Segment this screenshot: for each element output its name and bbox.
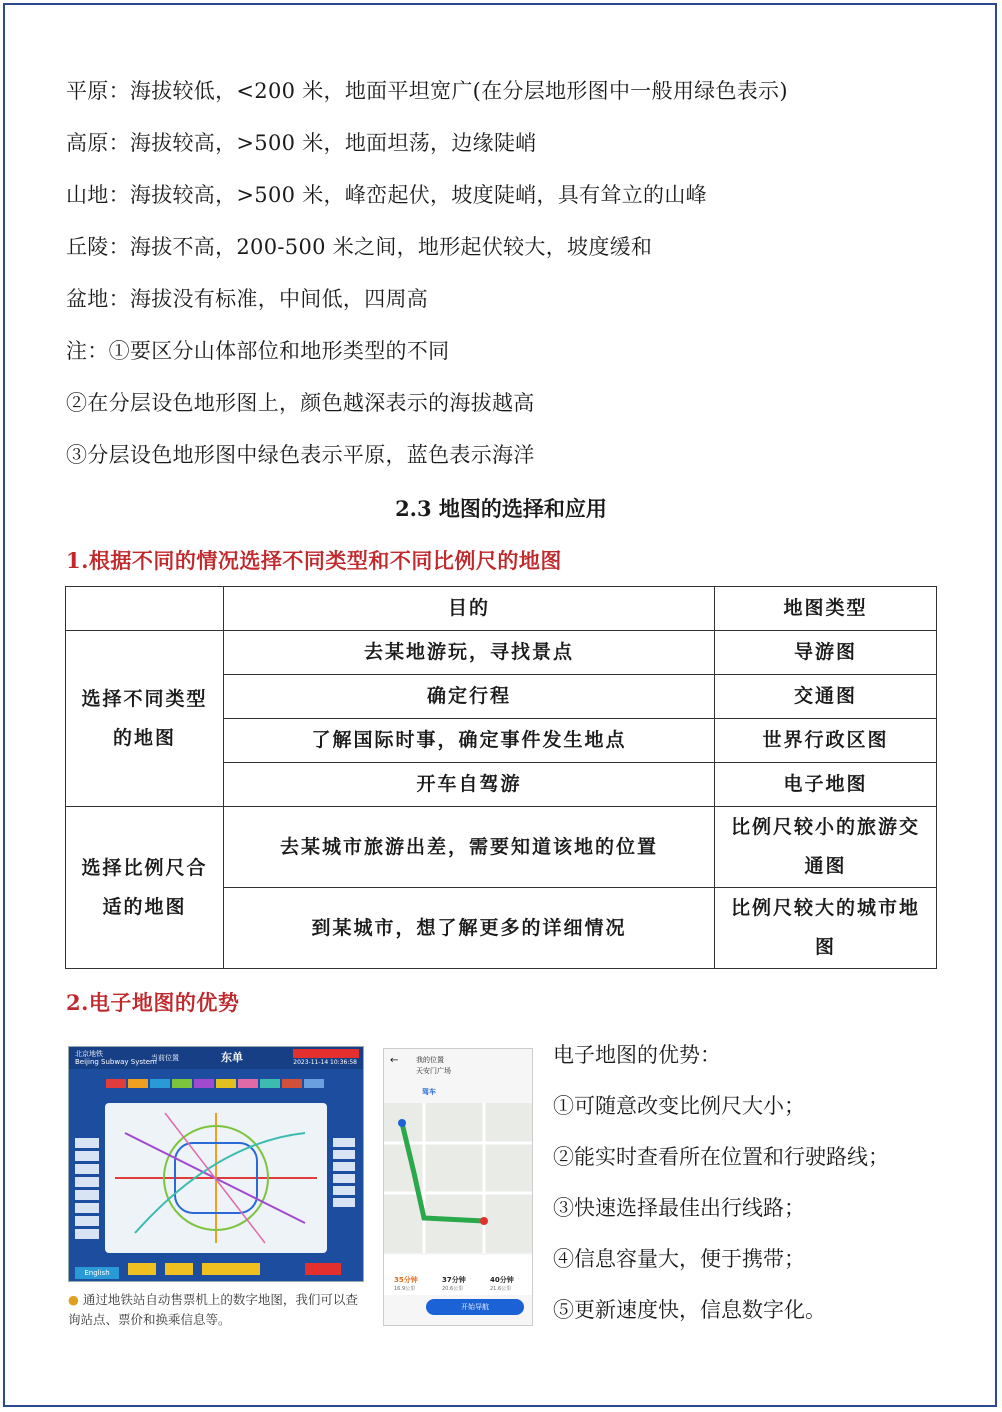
route-option-distance: 20.6公里 xyxy=(442,1286,464,1292)
note-3: ③分层设色地形图中绿色表示平原，蓝色表示海洋 xyxy=(66,443,535,467)
route-option-distance: 16.9公里 xyxy=(394,1286,416,1292)
table-cell-purpose: 去某地游玩，寻找景点 xyxy=(224,631,715,675)
route-map-graphic xyxy=(384,1103,533,1253)
subheading-map-choice: 1.根据不同的情况选择不同类型和不同比例尺的地图 xyxy=(66,548,562,573)
header-map-type: 地图类型 xyxy=(715,587,937,631)
advantage-item: ④信息容量大，便于携带； xyxy=(553,1247,805,1271)
table-cell-purpose: 确定行程 xyxy=(224,675,715,719)
info-bulb-icon: ● xyxy=(68,1292,79,1307)
route-option-time[interactable]: 35分钟 xyxy=(394,1276,418,1284)
section-title: 2.3 地图的选择和应用 xyxy=(395,496,607,521)
note-2: ②在分层设色地形图上，颜色越深表示的海拔越高 xyxy=(66,391,535,415)
advantage-item: ③快速选择最佳出行线路； xyxy=(553,1196,805,1220)
header-purpose: 目的 xyxy=(224,587,715,631)
terrain-mountain: 山地：海拔较高，>500 米，峰峦起伏，坡度陡峭，具有耸立的山峰 xyxy=(66,183,707,207)
route-option-distance: 21.6公里 xyxy=(490,1286,512,1292)
table-cell-type: 导游图 xyxy=(715,631,937,675)
terrain-basin: 盆地：海拔没有标准，中间低，四周高 xyxy=(66,287,429,311)
destination-text: 天安门广场 xyxy=(416,1067,451,1075)
terrain-hills: 丘陵：海拔不高，200-500 米之间，地形起伏较大，坡度缓和 xyxy=(66,235,653,259)
subheading-digital-map: 2.电子地图的优势 xyxy=(66,990,240,1015)
advantage-item: ⑤更新速度快，信息数字化。 xyxy=(553,1298,826,1322)
table-cell-type: 比例尺较大的城市地图 xyxy=(715,888,937,969)
subway-ticket-machine-photo xyxy=(68,1046,364,1282)
table-cell-type: 比例尺较小的旅游交通图 xyxy=(715,807,937,888)
start-navigation-button[interactable]: 开始导航 xyxy=(426,1299,524,1315)
origin-text: 我的位置 xyxy=(416,1056,444,1064)
back-arrow-icon[interactable]: ← xyxy=(390,1055,399,1066)
advantage-item: ②能实时查看所在位置和行驶路线； xyxy=(553,1145,889,1169)
table-corner xyxy=(66,587,224,631)
note-1: 注：①要区分山体部位和地形类型的不同 xyxy=(66,339,450,363)
table-cell-type: 世界行政区图 xyxy=(715,719,937,763)
table-cell-purpose: 去某城市旅游出差，需要知道该地的位置 xyxy=(224,807,715,888)
subway-brand-en: Beijing Subway System xyxy=(75,1058,157,1066)
navigation-app-screenshot xyxy=(383,1048,533,1326)
subway-current-label: 当前位置 xyxy=(151,1054,179,1062)
advantage-item: ①可随意改变比例尺大小； xyxy=(553,1094,805,1118)
table-cell-purpose: 了解国际时事，确定事件发生地点 xyxy=(224,719,715,763)
subway-map-graphic xyxy=(105,1103,327,1253)
subway-brand-cn: 北京地铁 xyxy=(75,1050,103,1058)
group-type: 选择不同类型的地图 xyxy=(66,631,224,807)
route-option-time[interactable]: 40分钟 xyxy=(490,1276,514,1284)
table-cell-type: 交通图 xyxy=(715,675,937,719)
table-cell-purpose: 到某城市，想了解更多的详细情况 xyxy=(224,888,715,969)
table-cell-purpose: 开车自驾游 xyxy=(224,763,715,807)
subway-datetime: 2023-11-14 10:36:58 xyxy=(293,1059,357,1066)
map-selection-table xyxy=(65,586,937,969)
terrain-plateau: 高原：海拔较高，>500 米，地面坦荡，边缘陡峭 xyxy=(66,131,537,155)
table-cell-type: 电子地图 xyxy=(715,763,937,807)
caption-text: 通过地铁站自动售票机上的数字地图，我们可以查询站点、票价和换乘信息等。 xyxy=(68,1292,358,1327)
group-scale: 选择比例尺合适的地图 xyxy=(66,807,224,969)
terrain-plain: 平原：海拔较低，<200 米，地面平坦宽广(在分层地形图中一般用绿色表示) xyxy=(66,79,788,103)
image-caption xyxy=(68,1290,368,1330)
subway-station-name: 东单 xyxy=(221,1051,243,1064)
drive-mode-tab[interactable]: 驾车 xyxy=(422,1088,436,1096)
route-option-time[interactable]: 37分钟 xyxy=(442,1276,466,1284)
english-button[interactable]: English xyxy=(75,1267,119,1279)
advantages-title: 电子地图的优势： xyxy=(553,1043,721,1067)
